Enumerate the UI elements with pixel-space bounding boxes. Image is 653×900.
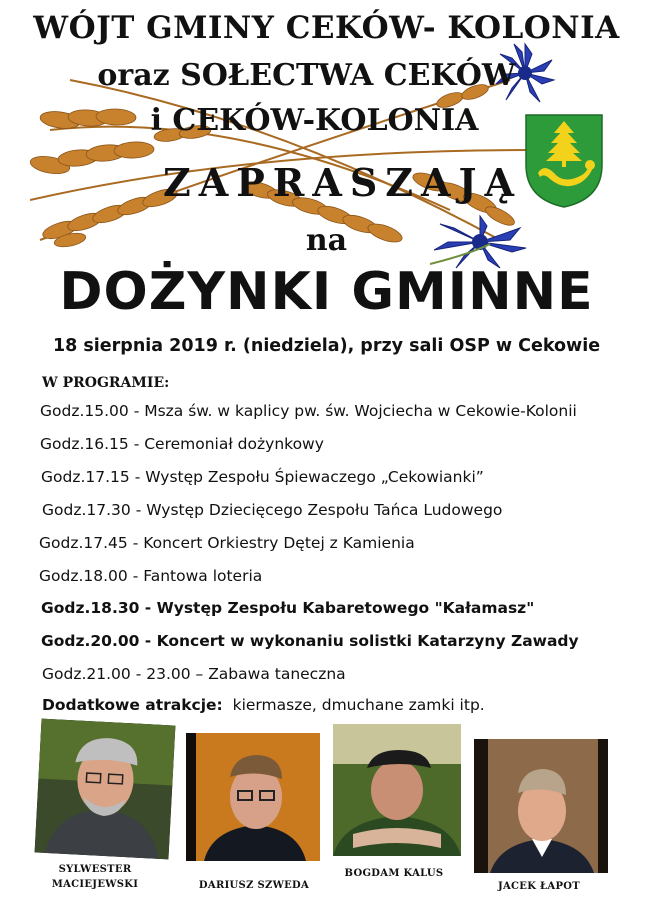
- program-item: Godz.15.00 - Msza św. w kaplicy pw. św. Wojciecha w Cekowie-Kolonii: [40, 402, 577, 420]
- municipal-coat-of-arms-icon: [524, 113, 604, 209]
- additional-attractions-value: kiermasze, dmuchane zamki itp.: [232, 696, 485, 714]
- header-line-2: oraz SOŁECTWA CEKÓW: [97, 58, 516, 93]
- performer-photo-3: [333, 724, 461, 856]
- performer-name: SYLWESTER MACIEJEWSKI: [51, 864, 139, 890]
- program-item: Godz.21.00 - 23.00 – Zabawa taneczna: [42, 665, 346, 683]
- performer-photo-1: [35, 719, 176, 860]
- additional-attractions-label: Dodatkowe atrakcje:: [42, 696, 223, 714]
- header-na: na: [305, 223, 348, 258]
- program-item: Godz.20.00 - Koncert w wykonaniu solistki Katarzyny Zawady: [41, 632, 579, 650]
- performer-name: JACEK ŁAPOT: [497, 881, 581, 892]
- program-item: Godz.18.30 - Występ Zespołu Kabaretowego "Kałamasz": [41, 599, 535, 617]
- invite-heading: ZAPRASZAJĄ: [163, 160, 522, 205]
- program-heading: W PROGRAMIE:: [42, 375, 170, 391]
- event-title: DOŻYNKI GMINNE: [59, 262, 594, 322]
- program-item: Godz.17.45 - Koncert Orkiestry Dętej z Kamienia: [39, 534, 415, 552]
- header-line-1: WÓJT GMINY CEKÓW- KOLONIA: [33, 10, 620, 46]
- program-item: Godz.17.15 - Występ Zespołu Śpiewaczego „Cekowianki”: [41, 468, 484, 486]
- header-line-3: i CEKÓW-KOLONIA: [150, 103, 479, 138]
- event-date-location: 18 sierpnia 2019 r. (niedziela), przy sali OSP w Cekowie: [52, 336, 601, 356]
- program-item: Godz.16.15 - Ceremoniał dożynkowy: [40, 435, 324, 453]
- performer-name: BOGDAM KALUS: [344, 868, 444, 879]
- performer-photo-2: [186, 733, 320, 861]
- program-item: Godz.18.00 - Fantowa loteria: [39, 567, 263, 585]
- performer-photo-4: [474, 739, 608, 873]
- program-item: Godz.17.30 - Występ Dziecięcego Zespołu Tańca Ludowego: [42, 501, 503, 519]
- performer-name: DARIUSZ SZWEDA: [198, 880, 310, 891]
- additional-attractions: [42, 696, 485, 714]
